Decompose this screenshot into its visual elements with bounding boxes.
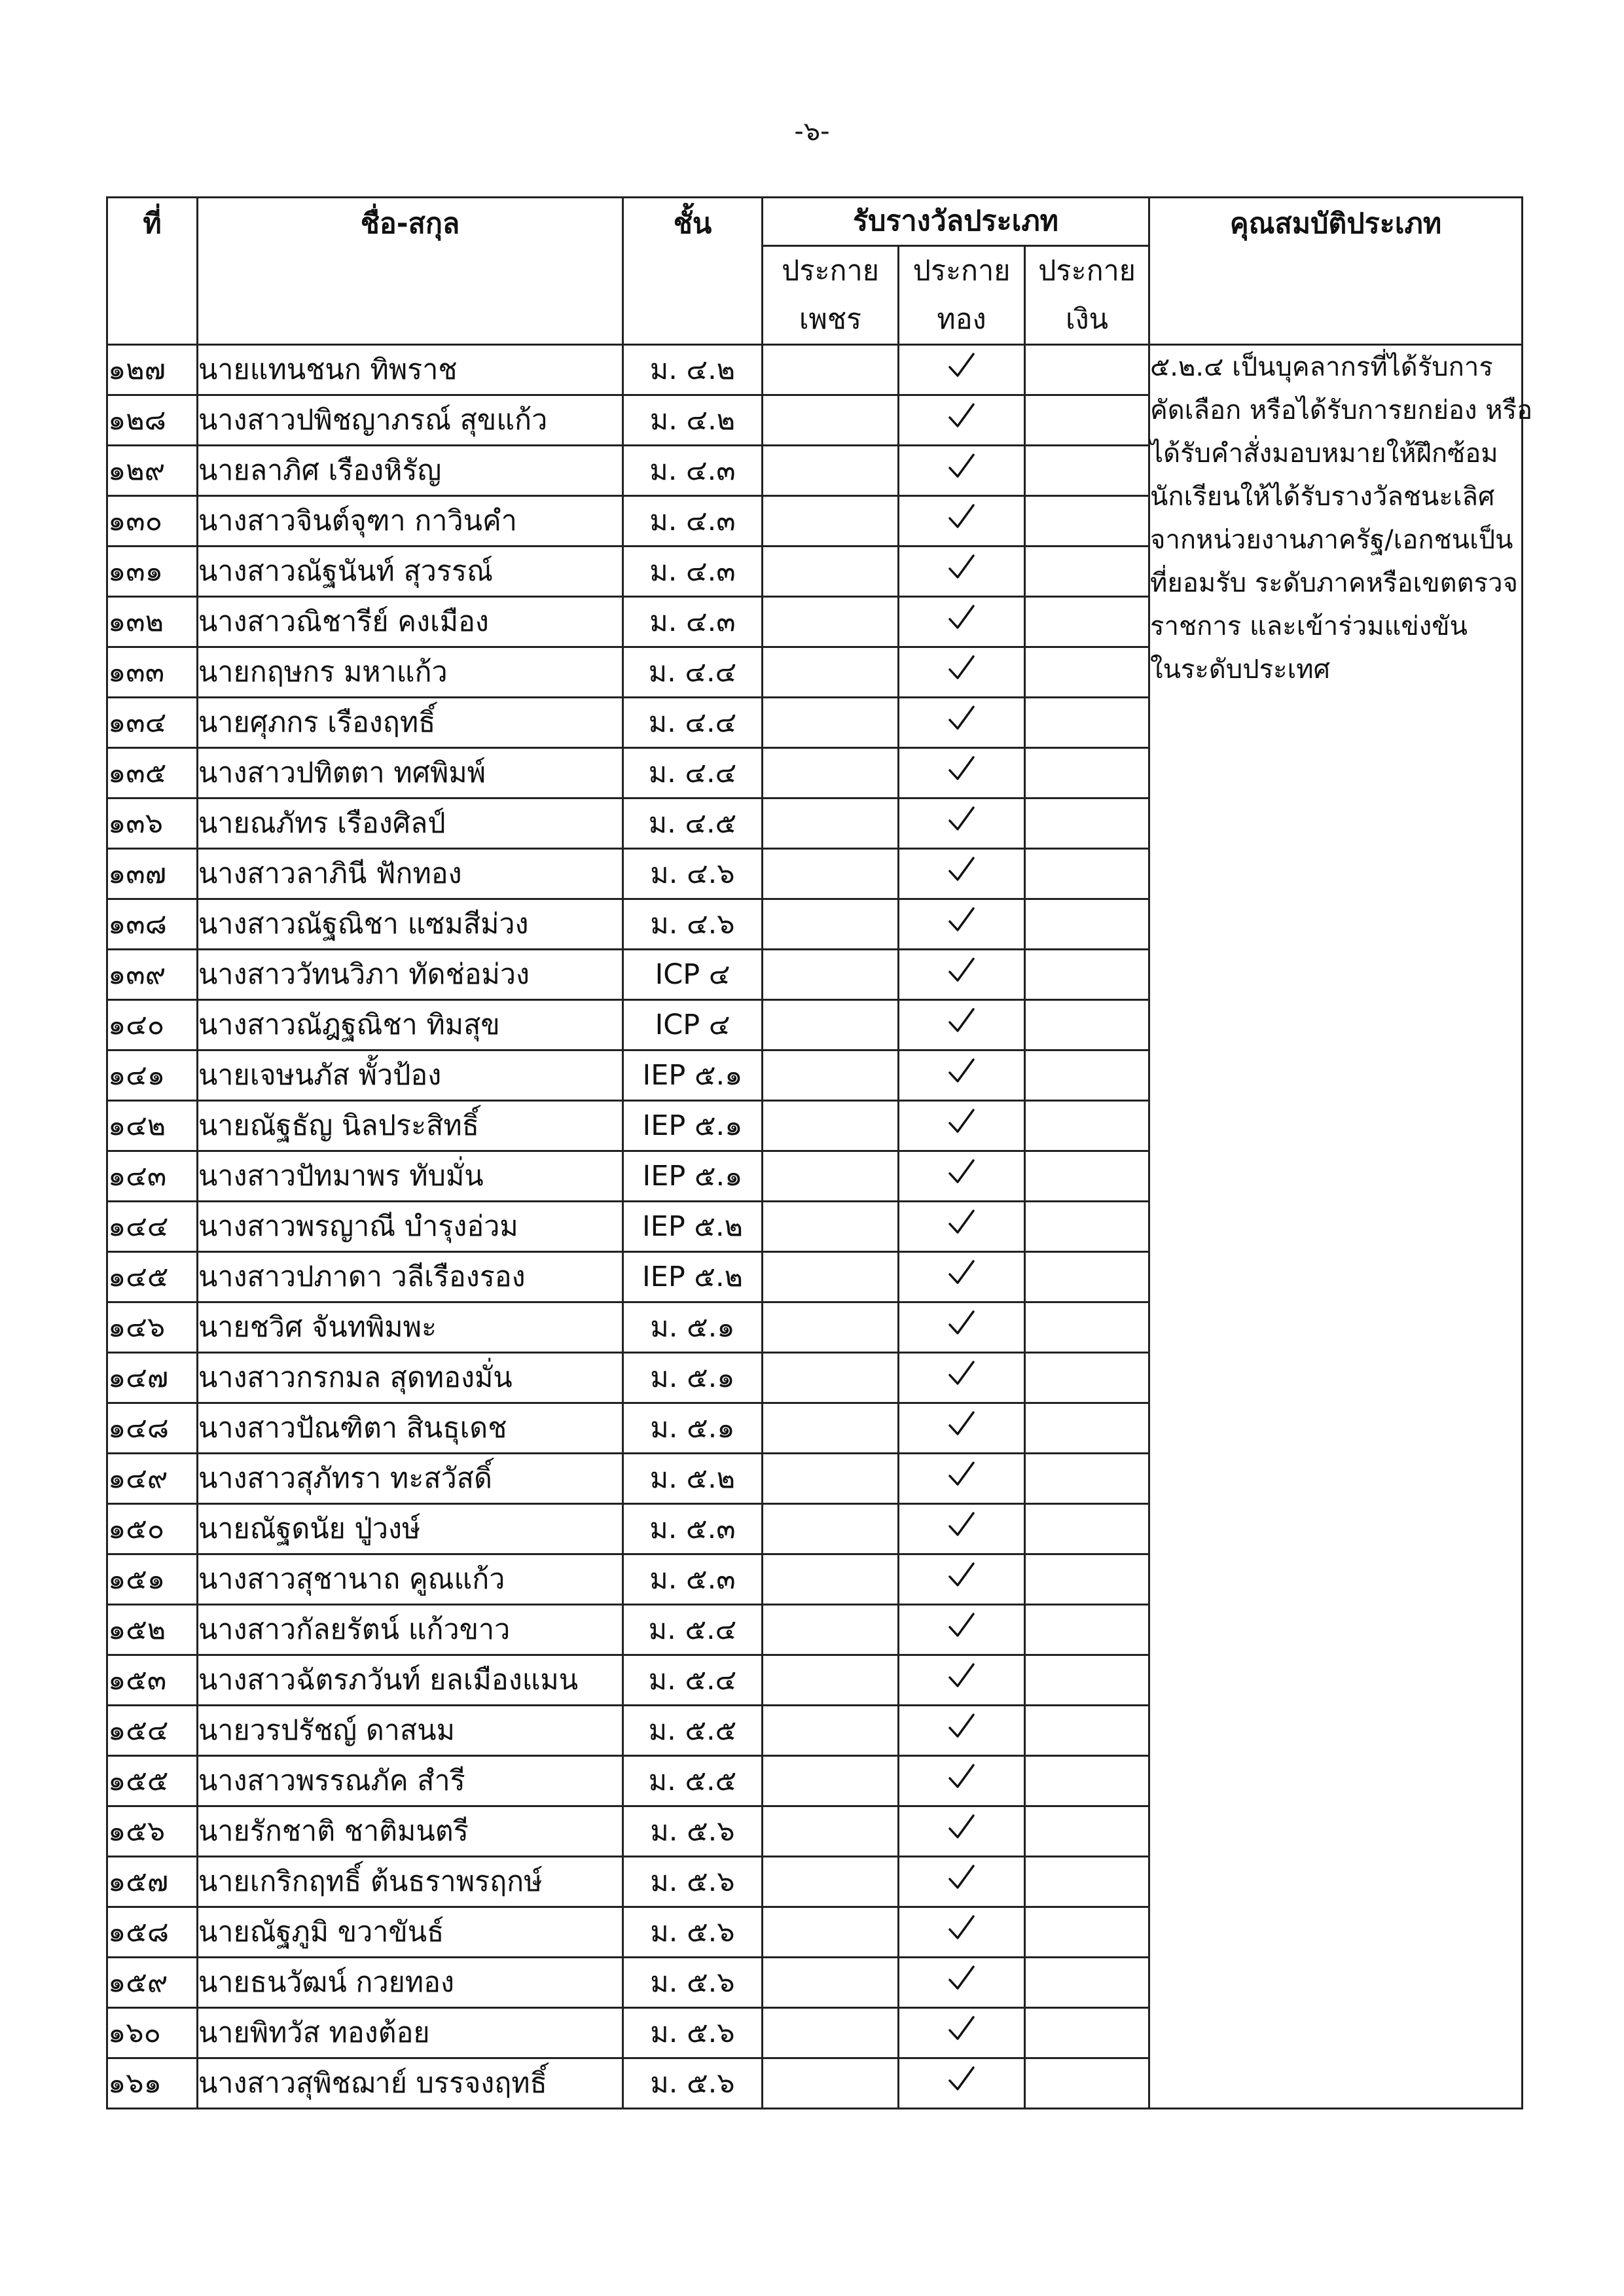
- check-icon: [947, 1409, 977, 1439]
- row-number: ๑๓๓: [107, 647, 198, 698]
- row-number: ๑๓๖: [107, 798, 198, 849]
- qualification-line: ๕.๒.๔ เป็นบุคลากรที่ได้รับการ: [1150, 352, 1493, 382]
- award-diamond-cell: [763, 1202, 899, 1252]
- award-silver-cell: [1025, 1907, 1149, 1958]
- check-icon: [947, 1712, 977, 1742]
- student-name: นางสาวณัฐนันท์ สุวรรณ์: [198, 547, 623, 597]
- award-silver-cell: [1025, 1151, 1149, 1202]
- student-name: นายวรปรัชญ์ ดาสนม: [198, 1706, 623, 1756]
- check-icon: [947, 653, 977, 683]
- award-silver-cell: [1025, 1857, 1149, 1907]
- header-silver: [1025, 246, 1149, 345]
- award-gold-cell: [899, 345, 1025, 395]
- award-gold-cell: [899, 1353, 1025, 1403]
- student-class: IEP ๕.๒: [623, 1202, 763, 1252]
- row-number: ๑๓๒: [107, 597, 198, 647]
- header-no: ที่: [107, 198, 198, 345]
- student-name: นายเกริกฤทธิ์ ต้นธราพรฤกษ์: [198, 1857, 623, 1907]
- student-class: ม. ๔.๓: [623, 496, 763, 547]
- award-gold-cell: [899, 395, 1025, 446]
- award-diamond-cell: [763, 1353, 899, 1403]
- award-diamond-cell: [763, 446, 899, 496]
- award-diamond-cell: [763, 798, 899, 849]
- check-icon: [947, 1208, 977, 1238]
- row-number: ๑๔๕: [107, 1252, 198, 1302]
- row-number: ๑๒๙: [107, 446, 198, 496]
- row-number: ๑๓๙: [107, 950, 198, 1000]
- row-number: ๑๕๒: [107, 1605, 198, 1655]
- header-diamond-line1: ประกาย: [782, 255, 879, 287]
- award-diamond-cell: [763, 1655, 899, 1706]
- student-name: นายณัฐดนัย ปู่วงษ์: [198, 1504, 623, 1554]
- check-icon: [947, 1964, 977, 1994]
- award-silver-cell: [1025, 395, 1149, 446]
- check-icon: [947, 1661, 977, 1691]
- student-class: ม. ๕.๕: [623, 1756, 763, 1806]
- student-name: นายลาภิศ เรืองหิรัญ: [198, 446, 623, 496]
- check-icon: [947, 855, 977, 885]
- student-class: ม. ๔.๔: [623, 698, 763, 748]
- award-diamond-cell: [763, 1958, 899, 2008]
- student-class: ม. ๔.๓: [623, 446, 763, 496]
- student-name: นางสาวณิชารีย์ คงเมือง: [198, 597, 623, 647]
- row-number: ๑๔๓: [107, 1151, 198, 1202]
- award-silver-cell: [1025, 1756, 1149, 1806]
- header-diamond: [763, 246, 899, 345]
- award-diamond-cell: [763, 698, 899, 748]
- check-icon: [947, 1056, 977, 1086]
- award-gold-cell: [899, 1806, 1025, 1857]
- row-number: ๑๕๔: [107, 1706, 198, 1756]
- row-number: ๑๓๕: [107, 748, 198, 798]
- award-silver-cell: [1025, 1101, 1149, 1151]
- award-silver-cell: [1025, 1706, 1149, 1756]
- check-icon: [947, 1812, 977, 1842]
- row-number: ๑๓๗: [107, 849, 198, 899]
- award-silver-cell: [1025, 1454, 1149, 1504]
- check-icon: [947, 1863, 977, 1893]
- header-name: ชื่อ-สกุล: [198, 198, 623, 345]
- check-icon: [947, 1460, 977, 1490]
- qualification-line: ราชการ และเข้าร่วมแข่งขัน: [1150, 611, 1468, 641]
- student-name: นางสาวปทิตตา ทศพิมพ์: [198, 748, 623, 798]
- award-diamond-cell: [763, 395, 899, 446]
- award-silver-cell: [1025, 1605, 1149, 1655]
- award-silver-cell: [1025, 496, 1149, 547]
- award-diamond-cell: [763, 899, 899, 950]
- student-class: IEP ๕.๑: [623, 1151, 763, 1202]
- award-diamond-cell: [763, 1050, 899, 1101]
- check-icon: [947, 2064, 977, 2094]
- row-number: ๑๔๘: [107, 1403, 198, 1454]
- row-number: ๑๔๒: [107, 1101, 198, 1151]
- row-number: ๑๕๕: [107, 1756, 198, 1806]
- student-name: นางสาวกรกมล สุดทองมั่น: [198, 1353, 623, 1403]
- award-gold-cell: [899, 1403, 1025, 1454]
- student-name: นางสาวสุพิชฌาย์ บรรจงฤทธิ์: [198, 2058, 623, 2109]
- student-class: IEP ๕.๑: [623, 1101, 763, 1151]
- award-silver-cell: [1025, 1353, 1149, 1403]
- student-class: ม. ๕.๖: [623, 1958, 763, 2008]
- row-number: ๑๒๗: [107, 345, 198, 395]
- award-gold-cell: [899, 899, 1025, 950]
- award-diamond-cell: [763, 1101, 899, 1151]
- award-gold-cell: [899, 446, 1025, 496]
- check-icon: [947, 1913, 977, 1943]
- student-class: IEP ๕.๑: [623, 1050, 763, 1101]
- student-class: ม. ๔.๒: [623, 345, 763, 395]
- student-class: ม. ๔.๔: [623, 647, 763, 698]
- row-number: ๑๓๘: [107, 899, 198, 950]
- award-gold-cell: [899, 1907, 1025, 1958]
- award-gold-cell: [899, 1101, 1025, 1151]
- student-name: นางสาวณัฎฐณิชา ทิมสุข: [198, 1000, 623, 1050]
- student-name: นางสาวปัทมาพร ทับมั่น: [198, 1151, 623, 1202]
- row-number: ๑๕๙: [107, 1958, 198, 2008]
- student-class: ม. ๕.๓: [623, 1554, 763, 1605]
- check-icon: [947, 1157, 977, 1187]
- award-gold-cell: [899, 1202, 1025, 1252]
- row-number: ๑๕๘: [107, 1907, 198, 1958]
- row-number: ๑๕๓: [107, 1655, 198, 1706]
- student-class: ม. ๕.๔: [623, 1605, 763, 1655]
- row-number: ๑๖๐: [107, 2008, 198, 2058]
- award-gold-cell: [899, 496, 1025, 547]
- header-qualification: คุณสมบัติประเภท: [1149, 198, 1523, 345]
- award-diamond-cell: [763, 748, 899, 798]
- award-silver-cell: [1025, 1302, 1149, 1353]
- check-icon: [947, 754, 977, 784]
- award-silver-cell: [1025, 345, 1149, 395]
- student-name: นายชวิศ จันทพิมพะ: [198, 1302, 623, 1353]
- check-icon: [947, 1258, 977, 1288]
- student-name: นายธนวัฒน์ กวยทอง: [198, 1958, 623, 2008]
- award-diamond-cell: [763, 1454, 899, 1504]
- student-class: ม. ๕.๖: [623, 1806, 763, 1857]
- check-icon: [947, 956, 977, 986]
- award-silver-cell: [1025, 1202, 1149, 1252]
- student-name: นายศุภกร เรืองฤทธิ์: [198, 698, 623, 748]
- row-number: ๑๔๑: [107, 1050, 198, 1101]
- student-class: ม. ๕.๑: [623, 1403, 763, 1454]
- student-name: นางสาววัทนวิภา ทัดช่อม่วง: [198, 950, 623, 1000]
- table-body: [107, 345, 1533, 2109]
- check-icon: [947, 804, 977, 834]
- row-number: ๑๔๐: [107, 1000, 198, 1050]
- award-silver-cell: [1025, 950, 1149, 1000]
- award-silver-cell: [1025, 1000, 1149, 1050]
- qualification-line: นักเรียนให้ได้รับรางวัลชนะเลิศ: [1150, 482, 1495, 512]
- row-number: ๑๓๐: [107, 496, 198, 547]
- award-silver-cell: [1025, 1504, 1149, 1554]
- check-icon: [947, 1107, 977, 1137]
- award-diamond-cell: [763, 1857, 899, 1907]
- check-icon: [947, 1006, 977, 1036]
- award-silver-cell: [1025, 647, 1149, 698]
- award-gold-cell: [899, 1504, 1025, 1554]
- student-class: ม. ๕.๖: [623, 1857, 763, 1907]
- student-class: ม. ๔.๓: [623, 547, 763, 597]
- qualification-line: ในระดับประเทศ: [1150, 655, 1331, 685]
- award-silver-cell: [1025, 1403, 1149, 1454]
- check-icon: [947, 1359, 977, 1389]
- award-gold-cell: [899, 1151, 1025, 1202]
- student-class: ม. ๕.๔: [623, 1655, 763, 1706]
- student-name: นายณัฐธัญ นิลประสิทธิ์: [198, 1101, 623, 1151]
- award-silver-cell: [1025, 1554, 1149, 1605]
- award-silver-cell: [1025, 798, 1149, 849]
- qualification-line: ที่ยอมรับ ระดับภาคหรือเขตตรวจ: [1150, 568, 1518, 598]
- check-icon: [947, 552, 977, 583]
- award-diamond-cell: [763, 1504, 899, 1554]
- student-class: ม. ๔.๕: [623, 798, 763, 849]
- row-number: ๑๕๐: [107, 1504, 198, 1554]
- award-diamond-cell: [763, 647, 899, 698]
- student-name: นางสาวณัฐณิชา แซมสีม่วง: [198, 899, 623, 950]
- row-number: ๑๔๙: [107, 1454, 198, 1504]
- award-diamond-cell: [763, 849, 899, 899]
- student-class: ม. ๔.๔: [623, 748, 763, 798]
- check-icon: [947, 351, 977, 381]
- check-icon: [947, 1510, 977, 1540]
- student-name: นายณภัทร เรืองศิลป์: [198, 798, 623, 849]
- student-name: นางสาวปัณฑิตา สินธุเดช: [198, 1403, 623, 1454]
- award-gold-cell: [899, 1706, 1025, 1756]
- student-class: ม. ๔.๒: [623, 395, 763, 446]
- student-class: IEP ๕.๒: [623, 1252, 763, 1302]
- header-gold-line2: ทอง: [937, 303, 986, 336]
- row-number: ๑๕๑: [107, 1554, 198, 1605]
- qualification-line: คัดเลือก หรือได้รับการยกย่อง หรือ: [1150, 395, 1533, 425]
- award-table: [106, 196, 1533, 2109]
- student-name: นางสาวพรรณภัค สำรี: [198, 1756, 623, 1806]
- student-name: นางสาวปพิชญาภรณ์ สุขแก้ว: [198, 395, 623, 446]
- header-gold-line1: ประกาย: [912, 255, 1011, 287]
- row-number: ๑๒๘: [107, 395, 198, 446]
- row-number: ๑๔๔: [107, 1202, 198, 1252]
- award-diamond-cell: [763, 345, 899, 395]
- check-icon: [947, 603, 977, 633]
- award-diamond-cell: [763, 597, 899, 647]
- award-diamond-cell: [763, 2058, 899, 2109]
- award-diamond-cell: [763, 547, 899, 597]
- award-gold-cell: [899, 849, 1025, 899]
- award-diamond-cell: [763, 1756, 899, 1806]
- award-diamond-cell: [763, 496, 899, 547]
- student-class: ม. ๕.๖: [623, 2008, 763, 2058]
- student-class: ม. ๕.๑: [623, 1353, 763, 1403]
- student-class: ม. ๔.๓: [623, 597, 763, 647]
- check-icon: [947, 905, 977, 935]
- award-gold-cell: [899, 1655, 1025, 1706]
- award-diamond-cell: [763, 2008, 899, 2058]
- award-silver-cell: [1025, 1050, 1149, 1101]
- student-class: ม. ๔.๖: [623, 899, 763, 950]
- award-silver-cell: [1025, 1958, 1149, 2008]
- qualification-line: จากหน่วยงานภาครัฐ/เอกชนเป็น: [1150, 525, 1513, 555]
- header-award-type: รับรางวัลประเภท: [763, 198, 1149, 246]
- award-silver-cell: [1025, 597, 1149, 647]
- check-icon: [947, 401, 977, 431]
- qualification-line: ได้รับคำสั่งมอบหมายให้ฝึกซ้อม: [1150, 439, 1498, 469]
- award-silver-cell: [1025, 547, 1149, 597]
- header-silver-line2: เงิน: [1065, 303, 1109, 336]
- award-gold-cell: [899, 1454, 1025, 1504]
- award-silver-cell: [1025, 2058, 1149, 2109]
- award-silver-cell: [1025, 698, 1149, 748]
- award-gold-cell: [899, 2008, 1025, 2058]
- header-gold: [899, 246, 1025, 345]
- student-class: ICP ๔: [623, 1000, 763, 1050]
- student-class: ม. ๕.๖: [623, 1907, 763, 1958]
- check-icon: [947, 452, 977, 482]
- award-gold-cell: [899, 1605, 1025, 1655]
- award-silver-cell: [1025, 1252, 1149, 1302]
- award-gold-cell: [899, 597, 1025, 647]
- award-gold-cell: [899, 798, 1025, 849]
- student-name: นายกฤษกร มหาแก้ว: [198, 647, 623, 698]
- award-diamond-cell: [763, 1151, 899, 1202]
- student-name: นางสาวลาภินี ฟักทอง: [198, 849, 623, 899]
- award-gold-cell: [899, 1857, 1025, 1907]
- student-name: นางสาวฉัตรภวันท์ ยลเมืองแมน: [198, 1655, 623, 1706]
- student-name: นายแทนชนก ทิพราช: [198, 345, 623, 395]
- check-icon: [947, 1611, 977, 1641]
- award-gold-cell: [899, 647, 1025, 698]
- award-diamond-cell: [763, 1907, 899, 1958]
- student-name: นางสาวพรญาณี บำรุงอ่วม: [198, 1202, 623, 1252]
- student-name: นางสาวสุภัทรา ทะสวัสดิ์: [198, 1454, 623, 1504]
- award-diamond-cell: [763, 1403, 899, 1454]
- award-silver-cell: [1025, 849, 1149, 899]
- award-diamond-cell: [763, 1706, 899, 1756]
- award-silver-cell: [1025, 1806, 1149, 1857]
- header-diamond-line2: เพชร: [799, 303, 862, 336]
- row-number: ๑๔๗: [107, 1353, 198, 1403]
- student-class: ม. ๕.๖: [623, 2058, 763, 2109]
- award-diamond-cell: [763, 1806, 899, 1857]
- header-silver-line1: ประกาย: [1038, 255, 1136, 287]
- student-name: นางสาวสุชานาถ คูณแก้ว: [198, 1554, 623, 1605]
- student-class: ม. ๕.๑: [623, 1302, 763, 1353]
- award-silver-cell: [1025, 1655, 1149, 1706]
- student-name: นายเจษนภัส พั้วป้อง: [198, 1050, 623, 1101]
- student-class: ม. ๕.๕: [623, 1706, 763, 1756]
- award-diamond-cell: [763, 1302, 899, 1353]
- award-gold-cell: [899, 1958, 1025, 2008]
- student-name: นางสาวกัลยรัตน์ แก้วขาว: [198, 1605, 623, 1655]
- award-gold-cell: [899, 748, 1025, 798]
- award-gold-cell: [899, 1050, 1025, 1101]
- row-number: ๑๖๑: [107, 2058, 198, 2109]
- row-number: ๑๕๗: [107, 1857, 198, 1907]
- award-gold-cell: [899, 1756, 1025, 1806]
- award-gold-cell: [899, 1000, 1025, 1050]
- award-diamond-cell: [763, 950, 899, 1000]
- student-class: ม. ๕.๒: [623, 1454, 763, 1504]
- row-number: ๑๔๖: [107, 1302, 198, 1353]
- award-diamond-cell: [763, 1252, 899, 1302]
- award-silver-cell: [1025, 899, 1149, 950]
- check-icon: [947, 1560, 977, 1590]
- check-icon: [947, 1308, 977, 1338]
- check-icon: [947, 2014, 977, 2044]
- award-gold-cell: [899, 698, 1025, 748]
- student-name: นางสาวจินต์จุฑา กาวินคำ: [198, 496, 623, 547]
- award-gold-cell: [899, 1554, 1025, 1605]
- student-name: นายพิทวัส ทองต้อย: [198, 2008, 623, 2058]
- student-name: นายณัฐภูมิ ขวาขันธ์: [198, 1907, 623, 1958]
- award-silver-cell: [1025, 2008, 1149, 2058]
- award-gold-cell: [899, 1302, 1025, 1353]
- qualification-text: [1149, 345, 1533, 2109]
- award-gold-cell: [899, 547, 1025, 597]
- award-silver-cell: [1025, 748, 1149, 798]
- award-silver-cell: [1025, 446, 1149, 496]
- row-number: ๑๓๑: [107, 547, 198, 597]
- page-number: -๖-: [794, 117, 830, 147]
- award-diamond-cell: [763, 1605, 899, 1655]
- award-diamond-cell: [763, 1554, 899, 1605]
- award-diamond-cell: [763, 1000, 899, 1050]
- award-gold-cell: [899, 1252, 1025, 1302]
- student-class: ม. ๕.๓: [623, 1504, 763, 1554]
- student-class: ICP ๔: [623, 950, 763, 1000]
- check-icon: [947, 502, 977, 532]
- award-gold-cell: [899, 2058, 1025, 2109]
- student-name: นายรักชาติ ชาติมนตรี: [198, 1806, 623, 1857]
- row-number: ๑๕๖: [107, 1806, 198, 1857]
- check-icon: [947, 704, 977, 734]
- award-gold-cell: [899, 950, 1025, 1000]
- student-class: ม. ๔.๖: [623, 849, 763, 899]
- row-number: ๑๓๔: [107, 698, 198, 748]
- table-row: [107, 345, 1523, 395]
- student-name: นางสาวปภาดา วลีเรืองรอง: [198, 1252, 623, 1302]
- header-class: ชั้น: [623, 198, 763, 345]
- check-icon: [947, 1762, 977, 1792]
